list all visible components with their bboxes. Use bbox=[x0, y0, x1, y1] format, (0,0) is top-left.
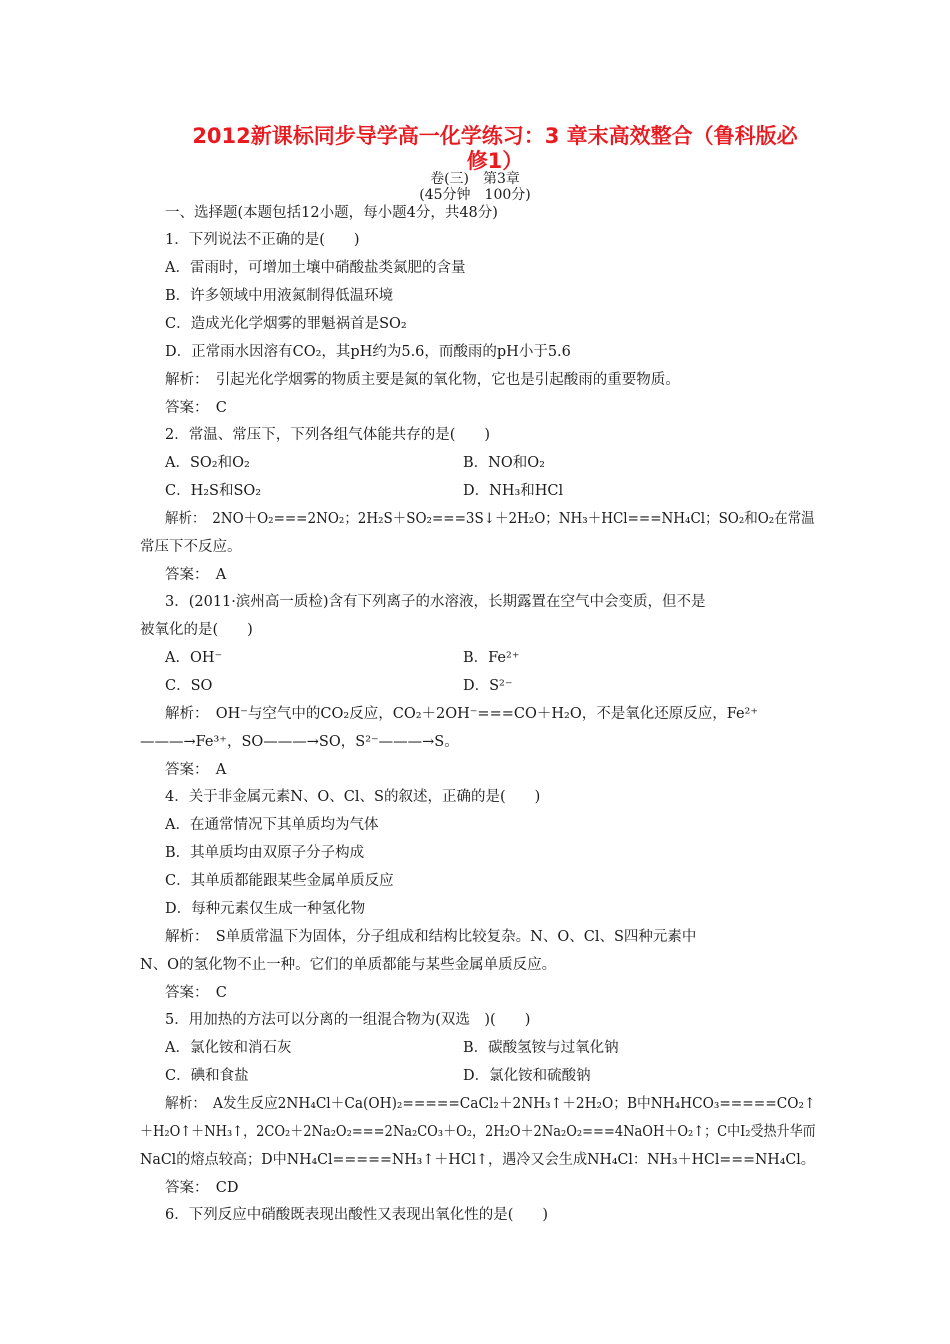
q4-option-a: A．在通常情况下其单质均为气体 bbox=[165, 817, 379, 833]
q5-option-d: D．氯化铵和硫酸钠 bbox=[463, 1068, 591, 1084]
q2-analysis-line-1: 解析： 2NO＋O₂===2NO₂；2H₂S＋SO₂===3S↓＋2H₂O；NH₃＋HCl===NH₄Cl；SO₂和O₂在常温 bbox=[165, 511, 815, 527]
q1-answer: 答案： C bbox=[165, 400, 227, 416]
section-heading: 一、选择题(本题包括12小题，每小题4分，共48分) bbox=[165, 205, 498, 221]
q4-option-b: B．其单质均由双原子分子构成 bbox=[165, 845, 365, 861]
q5-analysis-line-1: 解析： A发生反应2NH₄Cl＋Ca(OH)₂=====CaCl₂＋2NH₃↑＋2H₂O；B中NH₄HCO₃=====CO₂↑ bbox=[165, 1096, 816, 1112]
q4-option-c: C．其单质都能跟某些金属单质反应 bbox=[165, 873, 394, 889]
q5-analysis-line-3: NaCl的熔点较高；D中NH₄Cl=====NH₃↑＋HCl↑，遇冷又会生成NH₄Cl：NH₃＋HCl===NH₄Cl。 bbox=[140, 1152, 815, 1168]
q5-option-c: C．碘和食盐 bbox=[165, 1068, 249, 1084]
q3-analysis-line-1: 解析： OH⁻与空气中的CO₂反应，CO₂＋2OH⁻===CO＋H₂O，不是氧化还原反应，Fe²⁺ bbox=[165, 706, 759, 722]
q2-option-b: B．NO和O₂ bbox=[463, 455, 545, 471]
q6-stem: 6．下列反应中硝酸既表现出酸性又表现出氧化性的是( ) bbox=[165, 1207, 549, 1223]
q3-option-d: D．S²⁻ bbox=[463, 678, 513, 694]
q3-stem-line-2: 被氧化的是( ) bbox=[140, 622, 253, 638]
q5-option-a: A．氯化铵和消石灰 bbox=[165, 1040, 292, 1056]
q2-answer: 答案： A bbox=[165, 567, 227, 583]
q3-stem-line-1: 3．(2011·滨州高一质检)含有下列离子的水溶液，长期露置在空气中会变质，但不是 bbox=[165, 594, 706, 610]
q2-option-a: A．SO₂和O₂ bbox=[165, 455, 250, 471]
title-line-1: 2012新课标同步导学高一化学练习：3 章末高效整合（鲁科版必 bbox=[192, 124, 798, 148]
q1-option-b: B．许多领域中用液氮制得低温环境 bbox=[165, 288, 394, 304]
q5-analysis-line-2: ＋H₂O↑＋NH₃↑，2CO₂＋2Na₂O₂===2Na₂CO₃＋O₂，2H₂O＋2Na₂O₂===4NaOH＋O₂↑；C中I₂受热升华而 bbox=[140, 1124, 816, 1140]
q3-analysis-line-2: ———→Fe³⁺，SO———→SO，S²⁻———→S。 bbox=[140, 734, 459, 750]
q1-analysis: 解析： 引起光化学烟雾的物质主要是氮的氧化物，它也是引起酸雨的重要物质。 bbox=[165, 372, 680, 388]
q4-analysis-line-1: 解析： S单质常温下为固体，分子组成和结构比较复杂。N、O、Cl、S四种元素中 bbox=[165, 929, 697, 945]
time-line: (45分钟 100分) bbox=[419, 187, 531, 203]
q3-option-a: A．OH⁻ bbox=[165, 650, 223, 666]
q4-option-d: D．每种元素仅生成一种氢化物 bbox=[165, 901, 366, 917]
q3-answer: 答案： A bbox=[165, 762, 227, 778]
q1-option-d: D．正常雨水因溶有CO₂，其pH约为5.6，而酸雨的pH小于5.6 bbox=[165, 344, 571, 360]
q5-option-b: B．碳酸氢铵与过氧化钠 bbox=[463, 1040, 619, 1056]
document-title bbox=[150, 124, 840, 174]
q3-option-b: B．Fe²⁺ bbox=[463, 650, 520, 666]
q1-option-c: C．造成光化学烟雾的罪魁祸首是SO₂ bbox=[165, 316, 407, 332]
q4-answer: 答案： C bbox=[165, 985, 227, 1001]
volume-line: 卷(三) 第3章 bbox=[430, 171, 520, 187]
q2-option-d: D．NH₃和HCl bbox=[463, 483, 564, 499]
q2-stem: 2．常温、常压下，下列各组气体能共存的是( ) bbox=[165, 427, 491, 443]
q2-analysis-line-2: 常压下不反应。 bbox=[140, 539, 242, 555]
q5-answer: 答案： CD bbox=[165, 1180, 239, 1196]
q3-option-c: C．SO bbox=[165, 678, 213, 694]
q5-stem: 5．用加热的方法可以分离的一组混合物为(双选 )( ) bbox=[165, 1012, 531, 1028]
q2-option-c: C．H₂S和SO₂ bbox=[165, 483, 262, 499]
q4-analysis-line-2: N、O的氢化物不止一种。它们的单质都能与某些金属单质反应。 bbox=[140, 957, 557, 973]
q1-option-a: A．雷雨时，可增加土壤中硝酸盐类氮肥的含量 bbox=[165, 260, 466, 276]
title-line-2: 修1） bbox=[466, 149, 524, 173]
q4-stem: 4．关于非金属元素N、O、Cl、S的叙述，正确的是( ) bbox=[165, 789, 541, 805]
q1-stem: 1．下列说法不正确的是( ) bbox=[165, 232, 360, 248]
